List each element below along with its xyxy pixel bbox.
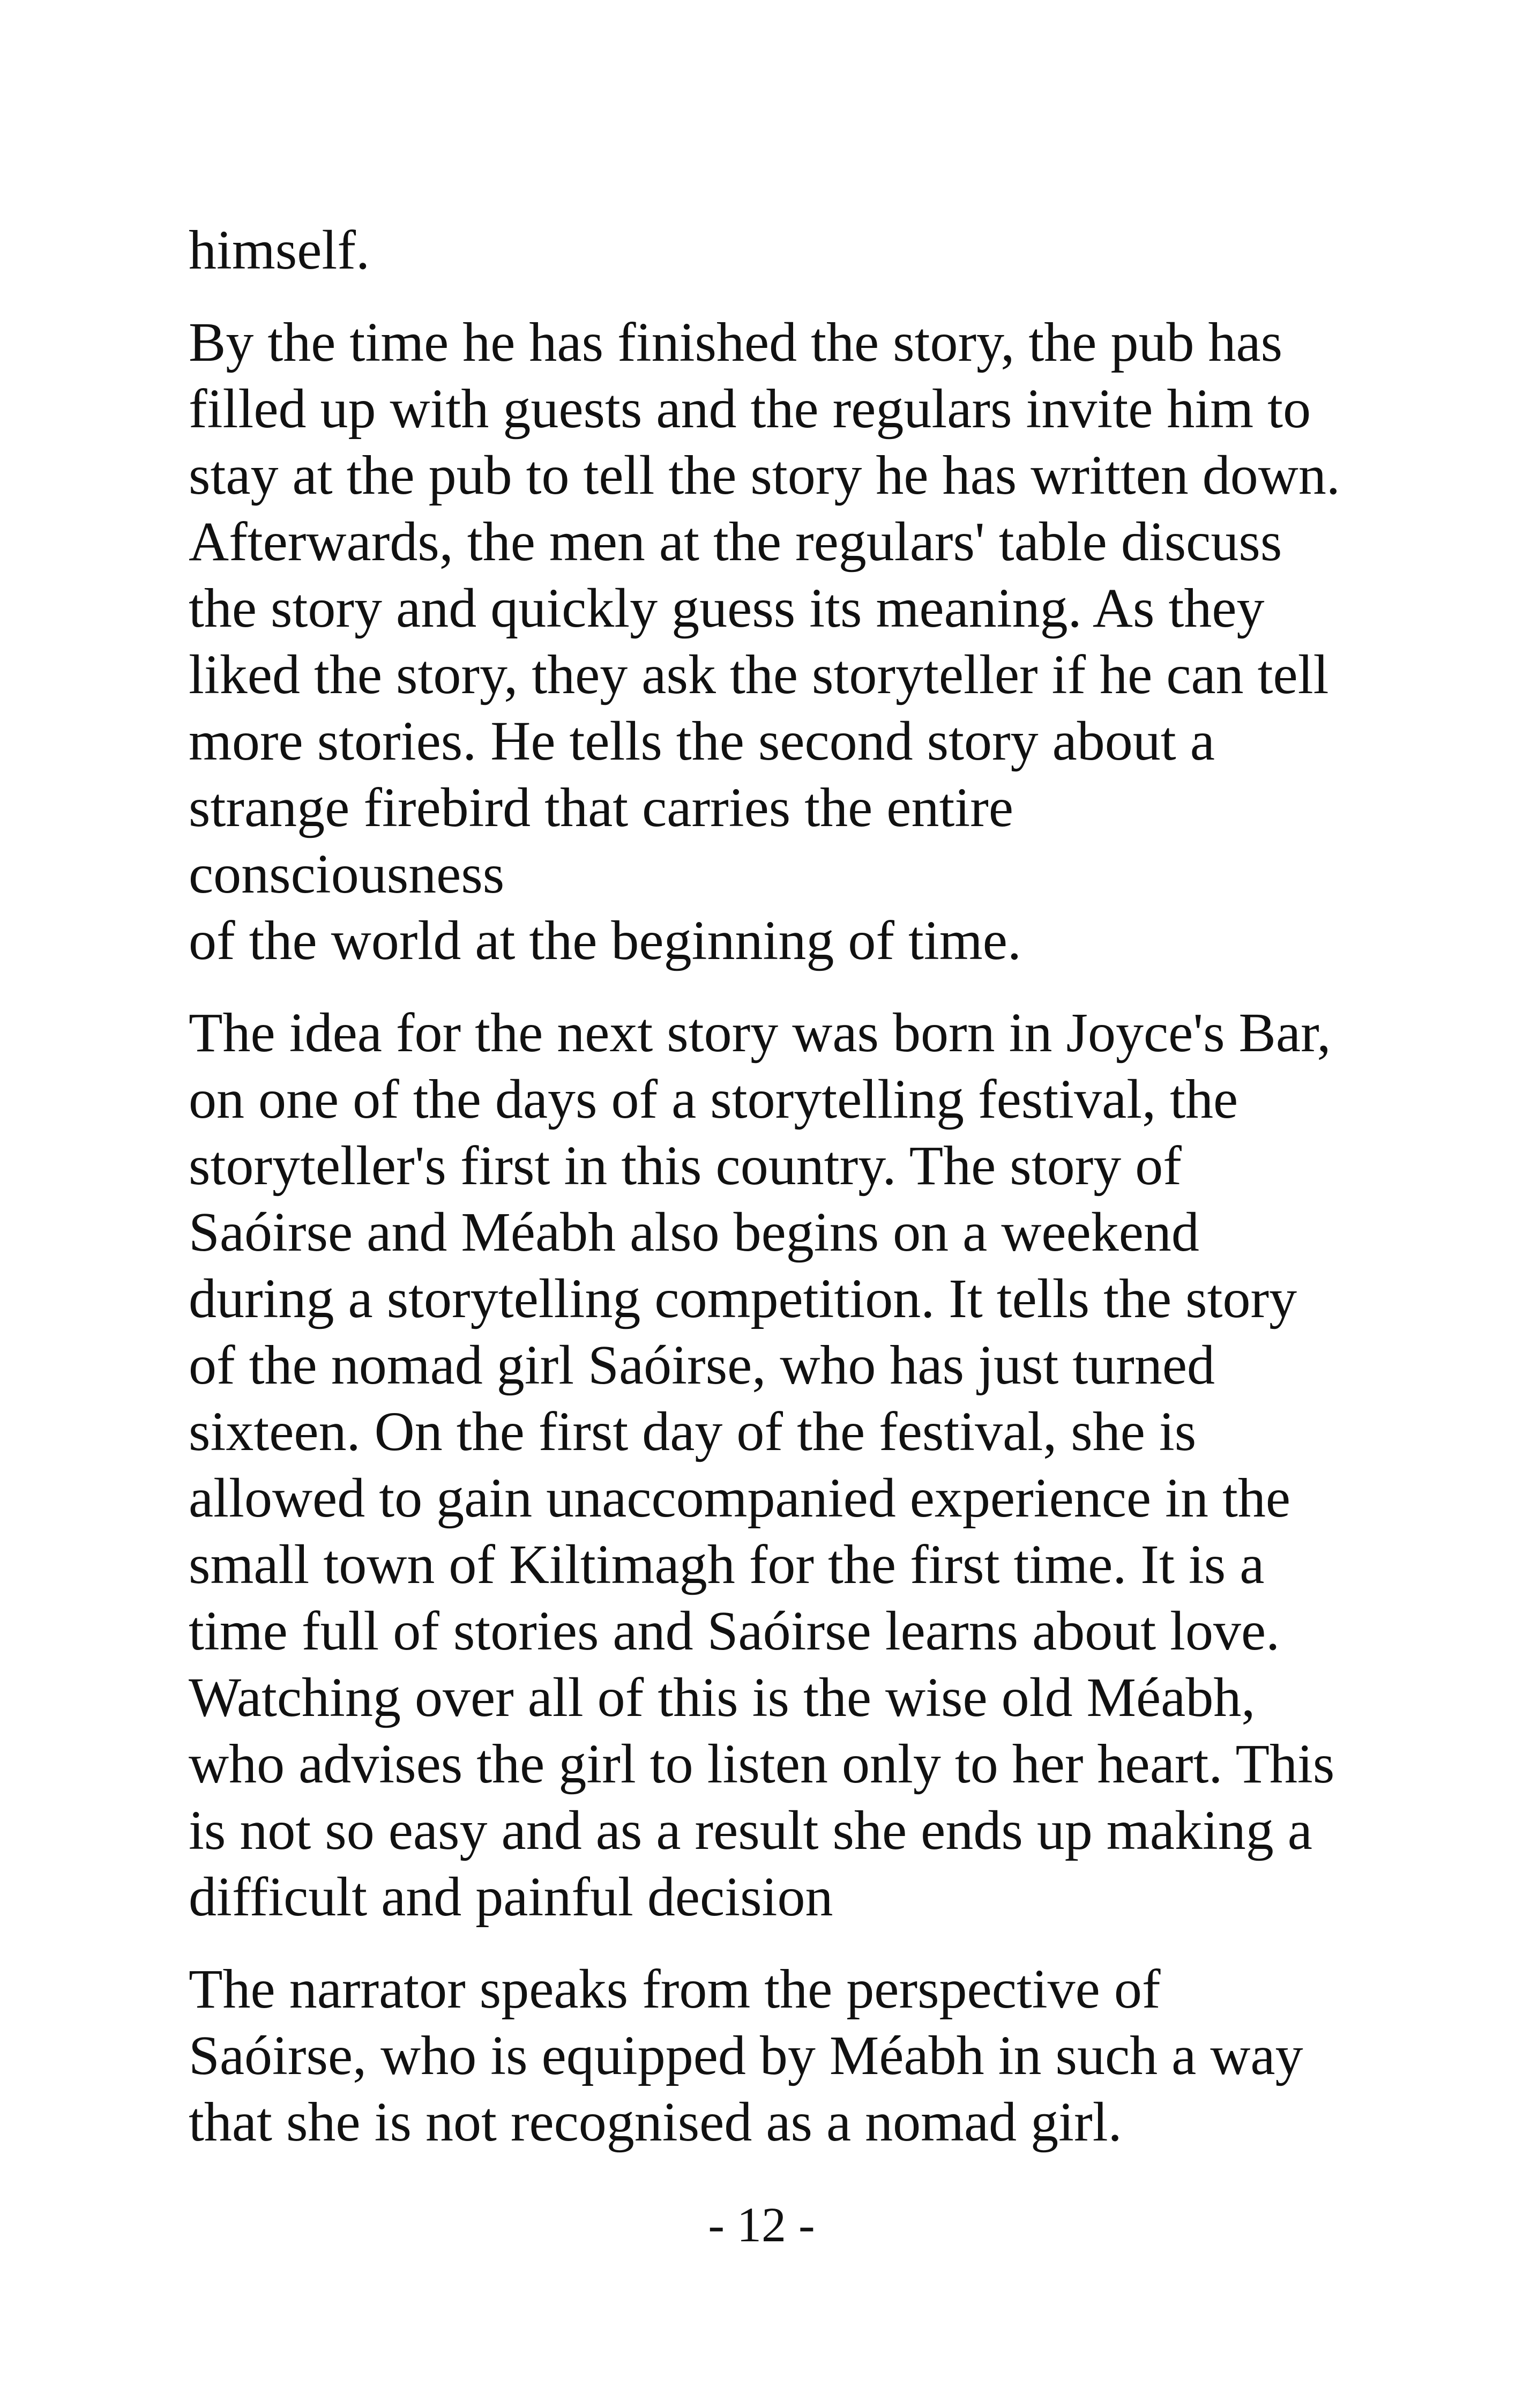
paragraph: himself. [189, 219, 370, 281]
paragraph: The narrator speaks from the perspective of Saóirse, who is equipped by Méabh in such a way that she is not recognised as a nomad girl. [189, 1958, 1303, 2153]
body-text [189, 217, 1341, 2181]
page-number: - 12 - [708, 2197, 815, 2252]
paragraph: By the time he has finished the story, the pub has filled up with guests and the regulars invite him to stay at the pub to tell the story he has written down. Afterwards, the men at the regulars' table discuss the story and quickly guess its meaning. As they liked the story, they ask the storyteller if he can tell more stories. He tells the second story about a strange firebird that carries the entire consciousness of the world at the beginning of time. [189, 311, 1340, 971]
paragraph: The idea for the next story was born in Joyce's Bar, on one of the days of a storytelling festival, the storyteller's first in this country. The story of Saóirse and Méabh also begins on a weekend during a storytelling competition. It tells the story of the nomad girl Saóirse, who has just turned sixteen. On the first day of the festival, she is allowed to gain unaccompanied experience in the small town of Kiltimagh for the first time. It is a time full of stories and Saóirse learns about love. Watching over all of this is the wise old Méabh, who advises the girl to listen only to her heart. This is not so easy and as a result she ends up making a difficult and painful decision [189, 1002, 1335, 1928]
